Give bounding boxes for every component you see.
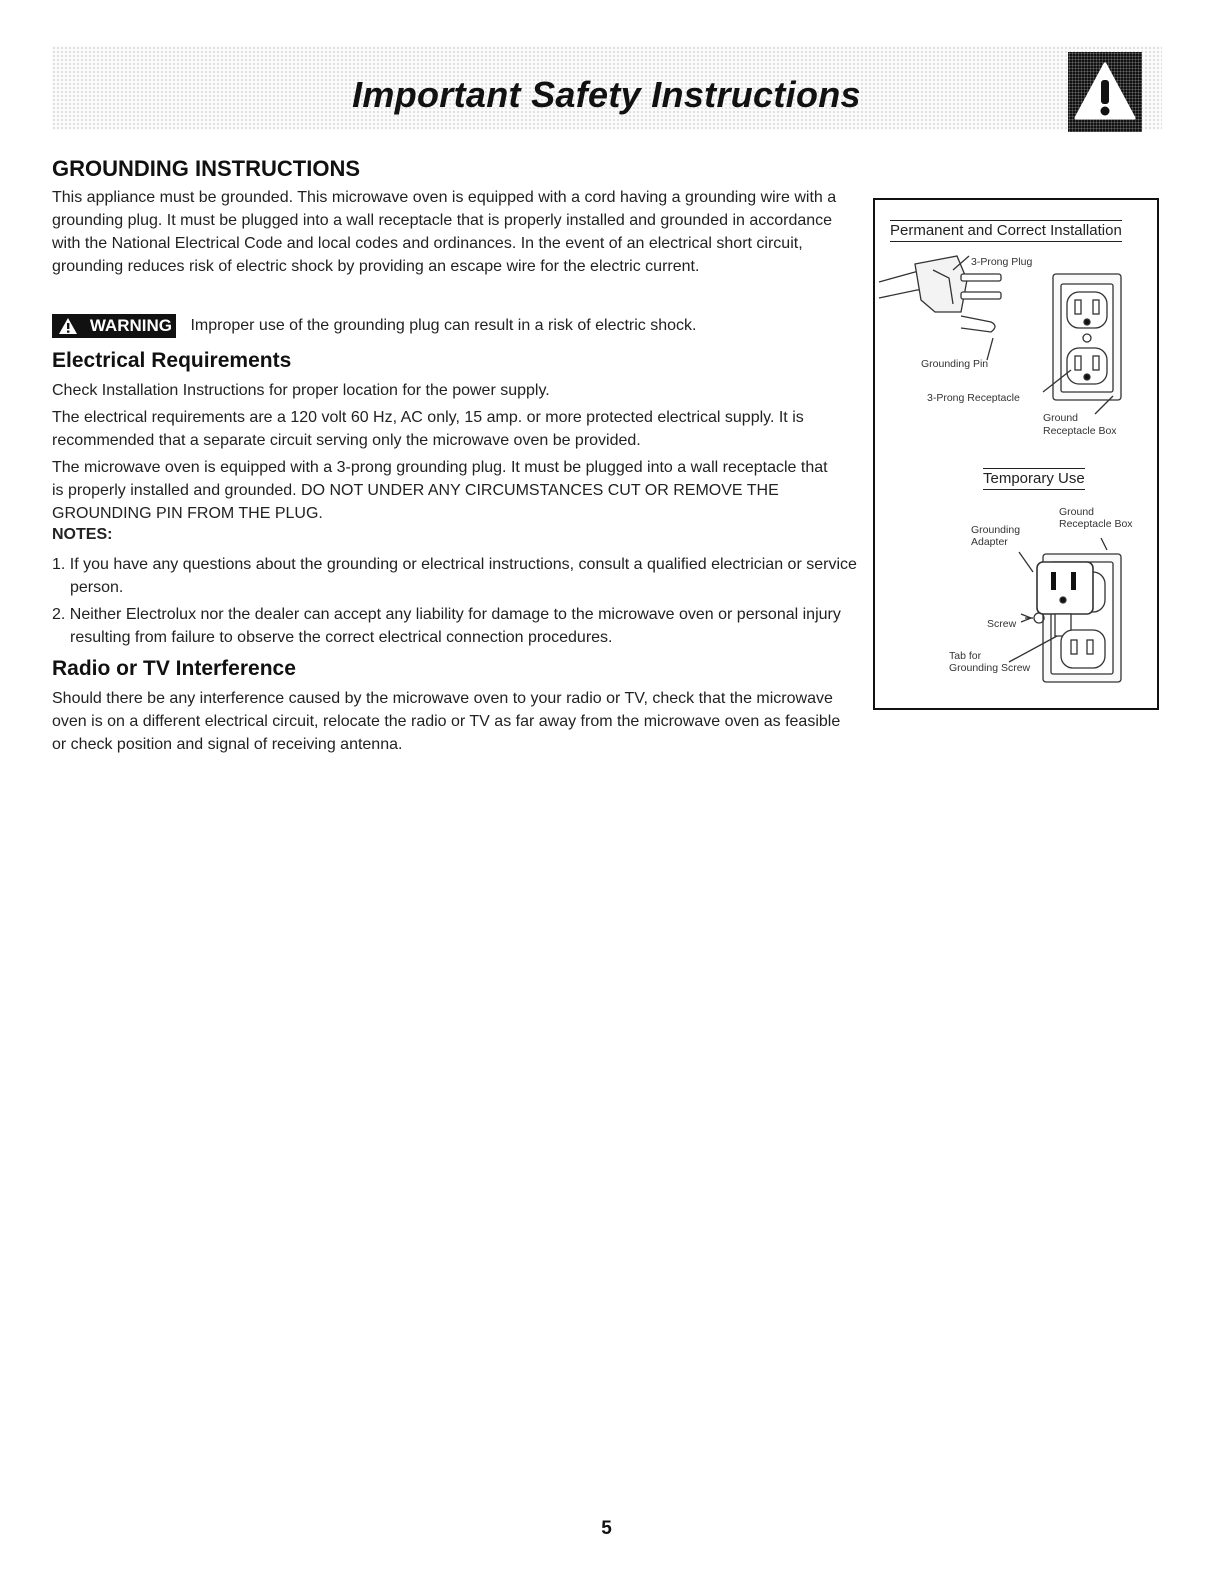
ground-box-label-2: Receptacle Box	[1043, 425, 1117, 437]
radio-heading: Radio or TV Interference	[52, 657, 296, 680]
note-item: 1. If you have any questions about the grounding or electrical instructions, consult a qualified electrician or service person.	[52, 556, 857, 596]
grounding-pin-label: Grounding Pin	[921, 358, 989, 370]
electrical-paragraph-3: The microwave oven is equipped with a 3-prong grounding plug. It must be plugged into a wall receptacle that is properly installed and grounded. DO NOT UNDER ANY CIRCUMSTANCES CUT OR REMOVE THE GROUNDING PIN FROM THE PLUG.	[52, 459, 828, 522]
electrical-paragraph-2: The electrical requirements are a 120 volt 60 Hz, AC only, 15 amp. or more protected electrical supply. It is recommended that a separate circuit serving only the microwave oven be provided.	[52, 409, 804, 449]
grounding-adapter-label-2: Adapter	[971, 536, 1008, 548]
grounding-heading: GROUNDING INSTRUCTIONS	[52, 156, 360, 181]
grounding-paragraph: This appliance must be grounded. This microwave oven is equipped with a cord having a grounding wire with a grounding plug. It must be plugged into a wall receptacle that is properly installed and grounded in accordance with the National Electrical Code and local codes and ordinances. In the event of an electrical short circuit, grounding reduces risk of electric shock by providing an escape wire for the electric current.	[52, 189, 837, 275]
warning-badge	[52, 314, 176, 338]
note-item: 2. Neither Electrolux nor the dealer can accept any liability for damage to the microwave oven or personal injury resulting from failure to observe the correct electrical connection procedures.	[52, 606, 841, 646]
warning-text: Improper use of the grounding plug can result in a risk of electric shock.	[190, 317, 697, 334]
prong-receptacle-label: 3-Prong Receptacle	[927, 392, 1020, 404]
grounding-adapter-label-1: Grounding	[971, 524, 1021, 536]
permanent-installation-caption: Permanent and Correct Installation	[890, 220, 1122, 242]
ground-box-temp-label-1: Ground	[1059, 506, 1095, 518]
electrical-heading: Electrical Requirements	[52, 349, 292, 372]
ground-box-temp-label-2: Receptacle Box	[1059, 518, 1133, 530]
page-title: Important Safety Instructions	[352, 74, 861, 115]
prong-plug-label: 3-Prong Plug	[971, 256, 1033, 268]
plug-receptacle-illustration	[875, 200, 1157, 708]
ground-box-label-1: Ground	[1043, 412, 1079, 424]
warning-triangle-icon	[1068, 52, 1142, 132]
notes-label: NOTES:	[52, 526, 113, 543]
electrical-paragraph-1: Check Installation Instructions for proper location for the power supply.	[52, 382, 550, 399]
grounding-diagram	[873, 198, 1159, 710]
tab-label-1: Tab for	[949, 650, 982, 662]
page-number: 5	[601, 1518, 612, 1539]
tab-label-2: Grounding Screw	[949, 662, 1031, 674]
radio-paragraph: Should there be any interference caused by the microwave oven to your radio or TV, check that the microwave oven is on a different electrical circuit, relocate the radio or TV as far away from the microwave oven as feasible or check position and signal of receiving antenna.	[52, 690, 841, 753]
screw-label: Screw	[987, 618, 1017, 630]
temporary-use-caption: Temporary Use	[983, 468, 1085, 490]
alert-icon	[58, 317, 78, 335]
warning-row	[52, 314, 697, 340]
warning-label: WARNING	[89, 316, 172, 335]
